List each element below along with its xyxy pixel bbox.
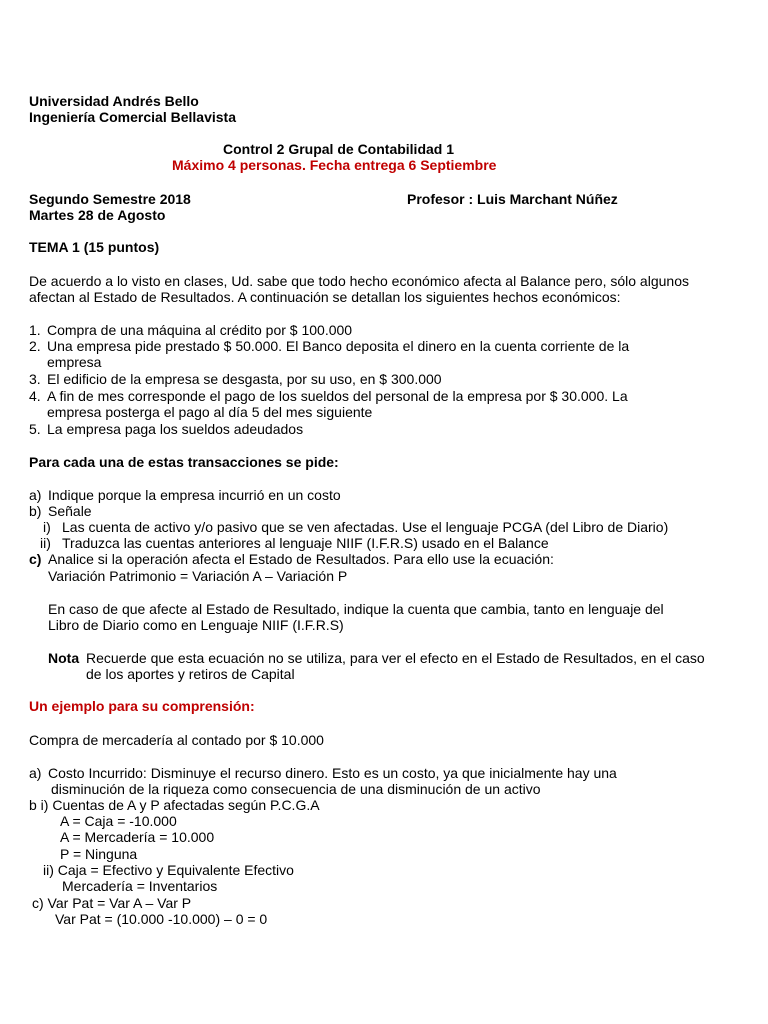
task-marker: a) <box>29 487 42 503</box>
fact-text: Una empresa pide prestado $ 50.000. El Banco deposita el dinero en la cuenta corriente de la <box>47 338 630 354</box>
example-b-item: P = Ninguna <box>60 846 138 862</box>
fact-number: 1. <box>29 322 41 338</box>
equation: Variación Patrimonio = Variación A – Variación P <box>48 568 348 584</box>
tasks-heading: Para cada una de estas transacciones se pide: <box>29 454 339 470</box>
nota-text: de los aportes y retiros de Capital <box>86 666 295 682</box>
tema-heading: TEMA 1 (15 puntos) <box>29 239 160 255</box>
example-c-line: c) Var Pat = Var A – Var P <box>32 895 192 911</box>
fact-number: 2. <box>29 338 41 354</box>
nota-text: Recuerde que esta ecuación no se utiliza, para ver el efecto en el Estado de Resultados, en el caso <box>86 650 705 666</box>
example-b-item: A = Caja = -10.000 <box>60 813 177 829</box>
example-b-item: A = Mercadería = 10.000 <box>60 829 215 845</box>
fact-text: Compra de una máquina al crédito por $ 100.000 <box>47 322 353 338</box>
fact-number: 4. <box>29 388 41 404</box>
example-a-text: disminución de la riqueza como consecuencia de una disminución de un activo <box>51 781 541 797</box>
task-a-text: Indique porque la empresa incurrió en un costo <box>48 487 341 503</box>
example-marker: a) <box>29 765 42 781</box>
fact-text: El edificio de la empresa se desgasta, por su uso, en $ 300.000 <box>47 371 442 387</box>
nota-label: Nota <box>48 650 80 666</box>
example-b-line: b i) Cuentas de A y P afectadas según P.C.G.A <box>29 797 320 813</box>
university-name: Universidad Andrés Bello <box>29 93 199 109</box>
fact-number: 3. <box>29 371 41 387</box>
task-c-extra: Libro de Diario como en Lenguaje NIIF (I.F.R.S) <box>48 617 344 633</box>
task-marker: b) <box>29 503 42 519</box>
task-bii-text: Traduzca las cuentas anteriores al lenguaje NIIF (I.F.R.S) usado en el Balance <box>62 535 549 551</box>
task-c-extra: En caso de que afecte al Estado de Resultado, indique la cuenta que cambia, tanto en lenguaje del <box>48 601 664 617</box>
fact-text: empresa <box>47 354 102 370</box>
fact-text: A fin de mes corresponde el pago de los sueldos del personal de la empresa por $ 30.000. La <box>47 388 628 404</box>
intro-line: afectan al Estado de Resultados. A continuación se detallan los siguientes hechos económicos: <box>29 289 621 305</box>
example-ii-sub: Mercadería = Inventarios <box>62 878 218 894</box>
fact-number: 5. <box>29 421 41 437</box>
faculty-name: Ingeniería Comercial Bellavista <box>29 109 236 125</box>
professor: Profesor : Luis Marchant Núñez <box>407 191 618 207</box>
example-a-text: Costo Incurrido: Disminuye el recurso dinero. Esto es un costo, ya que inicialmente hay una <box>48 765 617 781</box>
task-marker: i) <box>43 519 51 535</box>
document-title: Control 2 Grupal de Contabilidad 1 <box>223 141 455 157</box>
task-b-text: Señale <box>48 503 92 519</box>
example-c-result: Var Pat = (10.000 -10.000) – 0 = 0 <box>55 911 268 927</box>
example-ii-line: ii) Caja = Efectivo y Equivalente Efectivo <box>43 862 294 878</box>
semester: Segundo Semestre 2018 <box>29 191 191 207</box>
document-subtitle: Máximo 4 personas. Fecha entrega 6 Septiembre <box>172 157 497 173</box>
intro-line: De acuerdo a lo visto en clases, Ud. sabe que todo hecho económico afecta al Balance pero, sólo algunos <box>29 273 689 289</box>
date: Martes 28 de Agosto <box>29 207 166 223</box>
task-bi-text: Las cuenta de activo y/o pasivo que se ven afectadas. Use el lenguaje PCGA (del Libro de Diario) <box>62 519 669 535</box>
example-statement: Compra de mercadería al contado por $ 10.000 <box>29 732 324 748</box>
task-marker: c) <box>29 551 42 567</box>
fact-text: empresa posterga el pago al día 5 del mes siguiente <box>47 404 373 420</box>
task-c-text: Analice si la operación afecta el Estado de Resultados. Para ello use la ecuación: <box>48 551 554 567</box>
task-marker: ii) <box>40 535 51 551</box>
fact-text: La empresa paga los sueldos adeudados <box>47 421 304 437</box>
example-heading: Un ejemplo para su comprensión: <box>29 698 255 714</box>
